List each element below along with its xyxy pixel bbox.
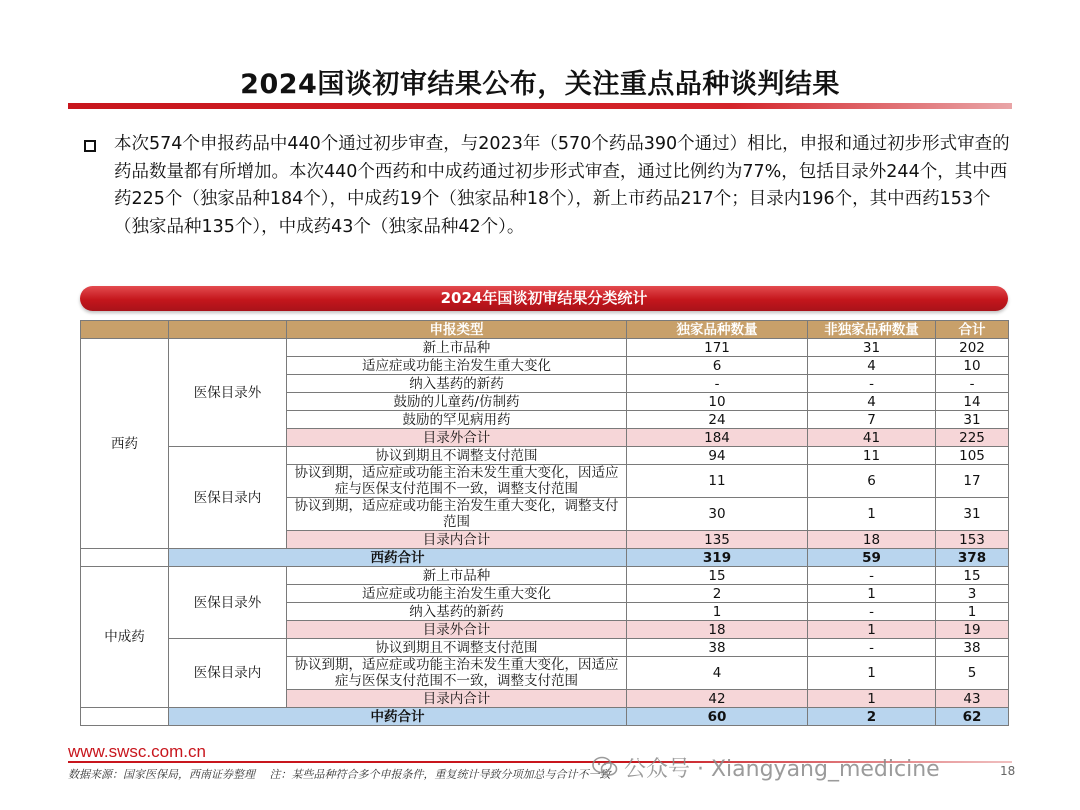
cell-exclusive: 18: [627, 621, 808, 639]
row-item: 协议到期，适应症或功能主治未发生重大变化，因适应症与医保支付范围不一致，调整支付范围: [287, 465, 627, 498]
cell-non-exclusive: 31: [808, 339, 936, 357]
cell-total: 17: [936, 465, 1009, 498]
footer-website[interactable]: www.swsc.com.cn: [68, 742, 206, 761]
cell-total: 31: [936, 498, 1009, 531]
cell-exclusive: 184: [627, 429, 808, 447]
cell-exclusive: 171: [627, 339, 808, 357]
cell-exclusive: 2: [627, 585, 808, 603]
cell-total: 43: [936, 690, 1009, 708]
row-item: 协议到期，适应症或功能主治发生重大变化，调整支付范围: [287, 498, 627, 531]
cell-total: 1: [936, 603, 1009, 621]
header-total: 合计: [936, 321, 1009, 339]
bullet-square-icon: [84, 140, 96, 152]
page-number: 18: [1000, 764, 1016, 778]
cell-total: 105: [936, 447, 1009, 465]
row-item: 适应症或功能主治发生重大变化: [287, 585, 627, 603]
cell-total: 14: [936, 393, 1009, 411]
cell-total: 153: [936, 531, 1009, 549]
group-inside: 医保目录内: [169, 447, 287, 549]
slide-title: 2024国谈初审结果公布，关注重点品种谈判结果: [240, 69, 840, 100]
row-item: 目录外合计: [287, 621, 627, 639]
footer-source-note: 数据来源：国家医保局，西南证券整理 注：某些品种符合多个申报条件，重复统计导致分项加总与合计不一致: [68, 768, 611, 781]
summary-paragraph: 本次574个申报药品中440个通过初步审查，与2023年（570个药品390个通过）相比，申报和通过初步形式审查的药品数量都有所增加。本次440个西药和中成药通过初步形式审查，通过比例约为77%，包括目录外244个，其中西药225个（独家品种184个），中成药19个（独家品种18个），新上市药品217个；目录内196个，其中西药153个（独家品种135个），中成药43个（独家品种42个）。: [114, 134, 1010, 237]
watermark-text: 公众号 · Xiangyang_medicine: [624, 757, 940, 782]
cell-non-exclusive: 1: [808, 621, 936, 639]
row-item: 新上市品种: [287, 567, 627, 585]
cell-non-exclusive: -: [808, 603, 936, 621]
row-item: 中药合计: [169, 708, 627, 726]
cell-total: 225: [936, 429, 1009, 447]
row-item: 目录内合计: [287, 690, 627, 708]
header-non-exclusive: 非独家品种数量: [808, 321, 936, 339]
blank-cell: [81, 549, 169, 567]
cell-exclusive: 10: [627, 393, 808, 411]
cell-exclusive: 6: [627, 357, 808, 375]
table-row: [81, 339, 1009, 357]
row-item: 协议到期，适应症或功能主治未发生重大变化，因适应症与医保支付范围不一致，调整支付范围: [287, 657, 627, 690]
cell-non-exclusive: 1: [808, 585, 936, 603]
title-divider: [68, 103, 1012, 109]
header-exclusive: 独家品种数量: [627, 321, 808, 339]
cell-total: 202: [936, 339, 1009, 357]
cell-total: 62: [936, 708, 1009, 726]
cell-total: 38: [936, 639, 1009, 657]
cell-total: 15: [936, 567, 1009, 585]
category-tcm: 中成药: [81, 567, 169, 708]
cell-non-exclusive: 1: [808, 657, 936, 690]
header-category: [81, 321, 169, 339]
cell-exclusive: 24: [627, 411, 808, 429]
cell-exclusive: -: [627, 375, 808, 393]
total-row: [81, 708, 1009, 726]
header-type: 申报类型: [287, 321, 627, 339]
cell-non-exclusive: 1: [808, 690, 936, 708]
cell-total: 5: [936, 657, 1009, 690]
blank-cell: [81, 708, 169, 726]
cell-non-exclusive: 4: [808, 393, 936, 411]
row-item: 协议到期且不调整支付范围: [287, 639, 627, 657]
cell-non-exclusive: 4: [808, 357, 936, 375]
header-group: [169, 321, 287, 339]
watermark: [592, 752, 940, 784]
category-western: 西药: [81, 339, 169, 549]
cell-non-exclusive: 11: [808, 447, 936, 465]
cell-non-exclusive: 41: [808, 429, 936, 447]
cell-non-exclusive: 18: [808, 531, 936, 549]
cell-total: 31: [936, 411, 1009, 429]
cell-exclusive: 30: [627, 498, 808, 531]
cell-non-exclusive: 6: [808, 465, 936, 498]
group-outside: 医保目录外: [169, 567, 287, 639]
group-inside: 医保目录内: [169, 639, 287, 708]
cell-exclusive: 319: [627, 549, 808, 567]
cell-non-exclusive: -: [808, 567, 936, 585]
cell-total: 10: [936, 357, 1009, 375]
row-item: 新上市品种: [287, 339, 627, 357]
row-item: 目录外合计: [287, 429, 627, 447]
cell-non-exclusive: -: [808, 375, 936, 393]
review-results-table: [80, 320, 1009, 726]
row-item: 适应症或功能主治发生重大变化: [287, 357, 627, 375]
table-row: [81, 567, 1009, 585]
cell-exclusive: 4: [627, 657, 808, 690]
cell-non-exclusive: 1: [808, 498, 936, 531]
total-row: [81, 549, 1009, 567]
row-item: 协议到期且不调整支付范围: [287, 447, 627, 465]
table-row: [81, 639, 1009, 657]
cell-total: 3: [936, 585, 1009, 603]
wechat-icon: [592, 756, 618, 784]
row-item: 西药合计: [169, 549, 627, 567]
cell-non-exclusive: -: [808, 639, 936, 657]
cell-non-exclusive: 7: [808, 411, 936, 429]
cell-non-exclusive: 59: [808, 549, 936, 567]
row-item: 纳入基药的新药: [287, 375, 627, 393]
table-header-row: [81, 321, 1009, 339]
cell-exclusive: 60: [627, 708, 808, 726]
cell-total: -: [936, 375, 1009, 393]
cell-exclusive: 38: [627, 639, 808, 657]
group-outside: 医保目录外: [169, 339, 287, 447]
cell-total: 378: [936, 549, 1009, 567]
cell-exclusive: 42: [627, 690, 808, 708]
row-item: 鼓励的罕见病用药: [287, 411, 627, 429]
row-item: 鼓励的儿童药/仿制药: [287, 393, 627, 411]
cell-exclusive: 11: [627, 465, 808, 498]
cell-exclusive: 135: [627, 531, 808, 549]
cell-non-exclusive: 2: [808, 708, 936, 726]
row-item: 纳入基药的新药: [287, 603, 627, 621]
table-title-banner: 2024年国谈初审结果分类统计: [80, 286, 1008, 311]
cell-total: 19: [936, 621, 1009, 639]
row-item: 目录内合计: [287, 531, 627, 549]
cell-exclusive: 94: [627, 447, 808, 465]
table-row: [81, 447, 1009, 465]
cell-exclusive: 1: [627, 603, 808, 621]
cell-exclusive: 15: [627, 567, 808, 585]
